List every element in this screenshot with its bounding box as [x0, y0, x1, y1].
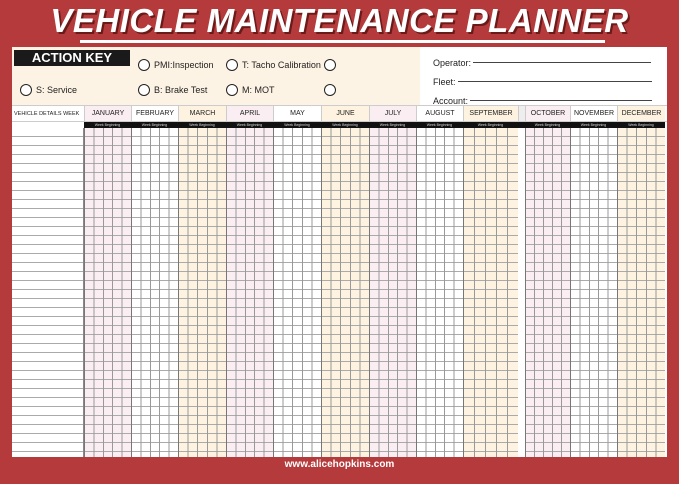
week-beginning-label: Week Beginning	[332, 123, 358, 127]
week-beginning-label: Week Beginning	[284, 123, 310, 127]
month-column-may[interactable]	[273, 128, 321, 457]
month-column-april[interactable]	[226, 128, 273, 457]
week-beginning-label: Week Beginning	[189, 123, 215, 127]
month-header-september: SEPTEMBER	[463, 106, 518, 121]
month-column-august[interactable]	[416, 128, 463, 457]
circle-icon	[138, 59, 150, 71]
year-divider	[518, 106, 525, 121]
vehicle-details-column[interactable]	[12, 128, 84, 457]
key-item-brake[interactable]	[138, 84, 207, 96]
key-item-pmi[interactable]	[138, 59, 214, 71]
month-column-september[interactable]	[463, 128, 518, 457]
key-label: T: Tacho Calibration	[242, 60, 321, 70]
key-label: S: Service	[36, 85, 78, 95]
key-label: B: Brake Test	[154, 85, 208, 95]
month-header-october: OCTOBER	[525, 106, 570, 121]
month-column-june[interactable]	[321, 128, 369, 457]
fleet-line	[458, 81, 652, 82]
circle-icon	[20, 84, 32, 96]
fleet-label: Fleet:	[433, 76, 456, 87]
month-header-august: AUGUST	[416, 106, 463, 121]
info-fields	[433, 53, 652, 110]
month-column-october[interactable]	[525, 128, 570, 457]
circle-icon	[138, 84, 150, 96]
operator-label: Operator:	[433, 57, 472, 68]
circle-icon	[226, 59, 238, 71]
operator-field[interactable]	[433, 53, 652, 72]
planner-grid[interactable]	[12, 128, 667, 457]
month-header-july: JULY	[369, 106, 416, 121]
account-label: Account:	[433, 95, 469, 106]
key-item-mot[interactable]	[226, 84, 275, 96]
key-item-service[interactable]	[20, 84, 77, 96]
week-beginning-label: Week Beginning	[477, 123, 504, 127]
month-column-january[interactable]	[84, 128, 131, 457]
operator-line	[473, 62, 651, 63]
key-item-blank-2[interactable]	[324, 84, 336, 96]
week-beginning-label: Week Beginning	[426, 123, 453, 127]
week-beginning-label: Week Beginning	[628, 123, 654, 127]
key-label: PMI:Inspection	[154, 60, 214, 70]
month-header-november: NOVEMBER	[570, 106, 617, 121]
vehicle-details-header: VEHICLE DETAILS WEEK	[14, 111, 80, 117]
month-header-march: MARCH	[178, 106, 226, 121]
month-column-july[interactable]	[369, 128, 416, 457]
month-header-row	[12, 105, 667, 122]
action-key	[12, 47, 420, 105]
circle-icon	[226, 84, 238, 96]
account-line	[470, 100, 652, 101]
circle-icon	[324, 59, 336, 71]
action-key-title: ACTION KEY	[14, 50, 130, 66]
key-item-blank-1[interactable]	[324, 59, 336, 71]
page-title: VEHICLE MAINTENANCE PLANNER	[50, 2, 629, 39]
month-header-february: FEBRUARY	[131, 106, 178, 121]
title-underline	[80, 40, 605, 43]
month-header-may: MAY	[273, 106, 321, 121]
month-header-april: APRIL	[226, 106, 273, 121]
month-column-february[interactable]	[131, 128, 178, 457]
month-header-december: DECEMBER	[617, 106, 665, 121]
key-label: M: MOT	[242, 85, 275, 95]
week-beginning-label: Week Beginning	[94, 123, 121, 127]
week-beginning-label: Week Beginning	[141, 123, 168, 127]
month-column-november[interactable]	[570, 128, 617, 457]
month-column-march[interactable]	[178, 128, 226, 457]
week-beginning-label: Week Beginning	[379, 123, 406, 127]
footer-url[interactable]: www.alicehopkins.com	[284, 459, 395, 470]
month-header-january: JANUARY	[84, 106, 131, 121]
planner-sheet	[12, 47, 667, 457]
month-header-june: JUNE	[321, 106, 369, 121]
key-item-tacho[interactable]	[226, 59, 321, 71]
month-column-december[interactable]	[617, 128, 665, 457]
week-beginning-label: Week Beginning	[236, 123, 263, 127]
week-beginning-label: Week Beginning	[534, 123, 561, 127]
circle-icon	[324, 84, 336, 96]
fleet-field[interactable]	[433, 72, 652, 91]
week-beginning-label: Week Beginning	[580, 123, 607, 127]
